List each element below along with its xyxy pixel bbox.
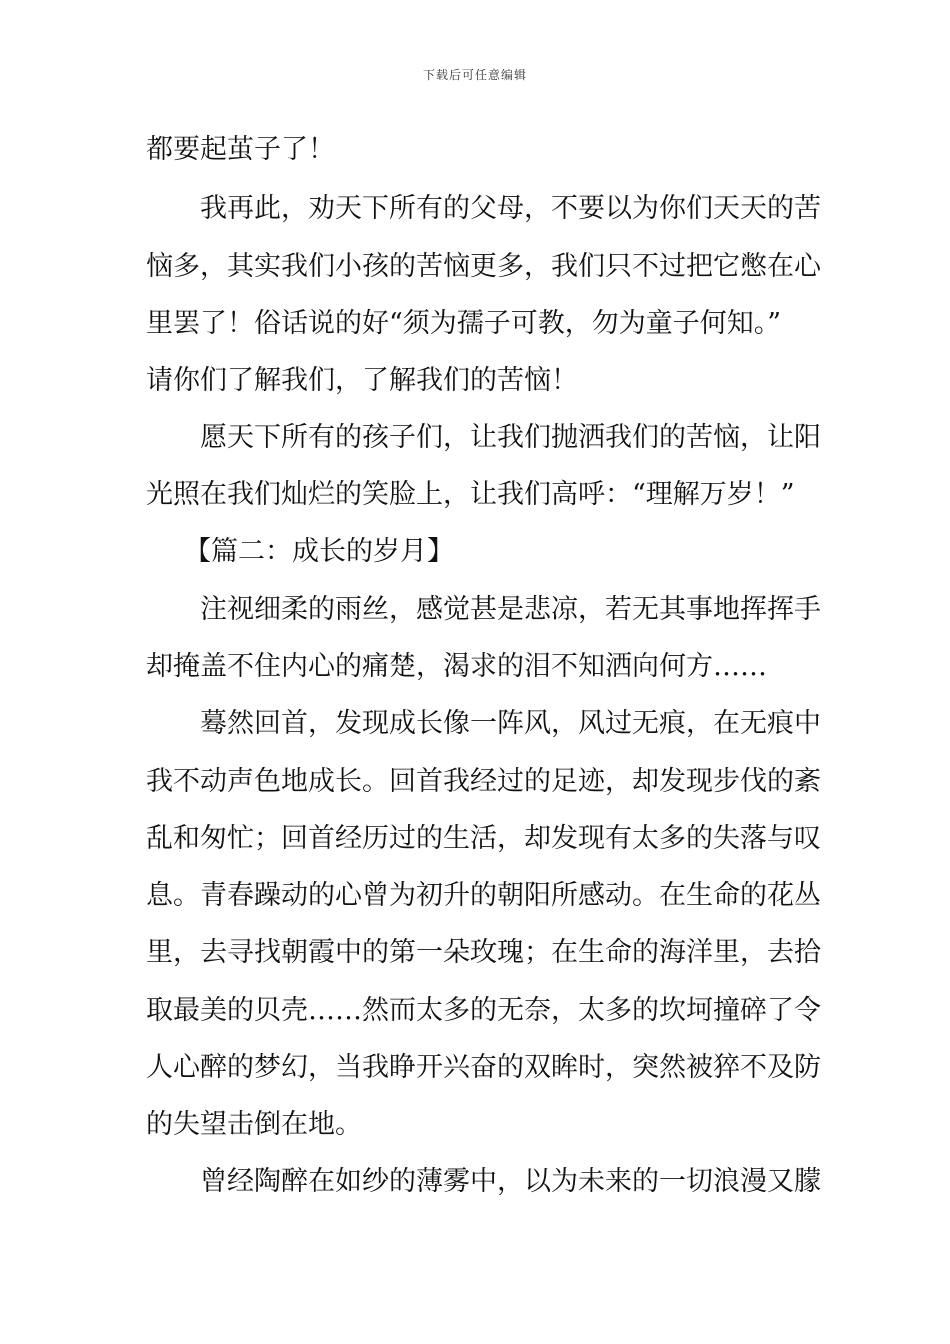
section-heading: 【篇二：成长的岁月】: [184, 536, 454, 567]
page-header: 下载后可任意编辑: [422, 68, 527, 82]
text-line: 人心醉的梦幻，当我睁开兴奋的双眸时，突然被猝不及防: [146, 1052, 821, 1083]
text-line: 愿天下所有的孩子们，让我们抛洒我们的苦恼，让阳: [200, 422, 821, 453]
text-line: 的失望击倒在地。: [146, 1109, 362, 1140]
text-line: 里罢了！俗话说的好“须为孺子可教，勿为童子何知。”: [146, 308, 782, 339]
text-line: 取最美的贝壳……然而太多的无奈，太多的坎坷撞碎了令: [146, 995, 821, 1026]
text-line: 息。青春躁动的心曾为初升的朝阳所感动。在生命的花丛: [146, 880, 821, 911]
text-line: 里，去寻找朝霞中的第一朵玫瑰；在生命的海洋里，去拾: [146, 937, 821, 968]
text-line: 蓦然回首，发现成长像一阵风，风过无痕，在无痕中: [200, 708, 821, 739]
text-line: 光照在我们灿烂的笑脸上，让我们高呼：“理解万岁！”: [146, 479, 795, 510]
text-line: 都要起茧子了！: [146, 134, 335, 165]
text-line: 请你们了解我们，了解我们的苦恼！: [146, 365, 578, 396]
text-line: 恼多，其实我们小孩的苦恼更多，我们只不过把它憋在心: [146, 251, 821, 282]
text-line: 却掩盖不住内心的痛楚，渴求的泪不知洒向何方……: [146, 651, 767, 682]
text-line: 曾经陶醉在如纱的薄雾中，以为未来的一切浪漫又朦: [200, 1166, 821, 1197]
text-line: 乱和匆忙；回首经历过的生活，却发现有太多的失落与叹: [146, 823, 821, 854]
text-line: 我再此，劝天下所有的父母，不要以为你们天天的苦: [200, 193, 821, 224]
text-line: 我不动声色地成长。回首我经过的足迹，却发现步伐的紊: [146, 766, 821, 797]
text-line: 注视细柔的雨丝，感觉甚是悲凉，若无其事地挥挥手: [200, 594, 821, 625]
